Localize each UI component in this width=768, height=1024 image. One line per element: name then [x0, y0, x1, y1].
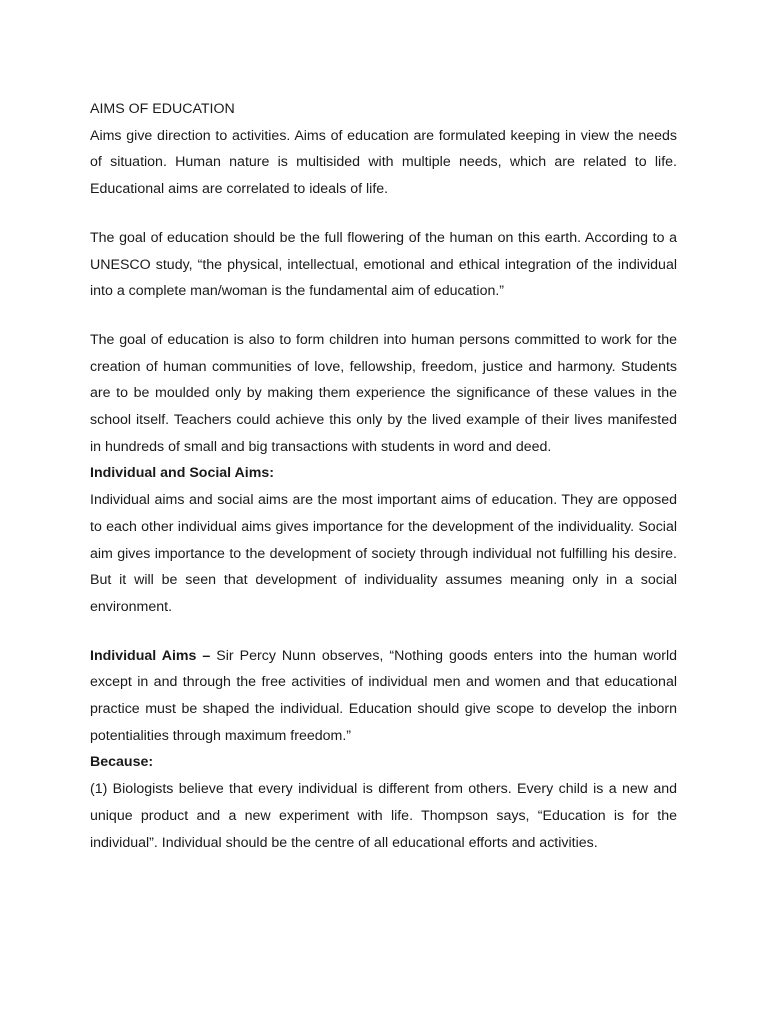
heading-individual-social-aims: Individual and Social Aims:: [90, 465, 274, 482]
individual-aims-text: Sir Percy Nunn observes, “Nothing goods enters into the human world except in and through the free activities of individual men and women and that educational practice must be shaped the individual. Education should give scope to develop the inborn potentialities through maximum freedom.”: [90, 647, 678, 744]
paragraph-goal-flowering: The goal of education should be the full flowering of the human on this earth. According to a UNESCO study, “the physical, intellectual, emotional and ethical integration of the individual into a complete man/woman is the fundamental aim of education.”: [90, 229, 677, 300]
document-page: [90, 96, 677, 856]
heading-because: Because:: [90, 754, 154, 771]
paragraph-aims-direction: Aims give direction to activities. Aims of education are formulated keeping in view the needs of situation. Human nature is multisided with multiple needs, which are related to life. Educational aims are correlated to ideals of life.: [90, 127, 677, 198]
document-title: AIMS OF EDUCATION: [90, 101, 235, 117]
paragraph-individual-aims: [90, 643, 677, 750]
paragraph-because-biologists: (1) Biologists believe that every individual is different from others. Every child is a new and unique product and a new experiment with life. Thompson says, “Education is for the individual”. Individual should be the centre of all educational efforts and activities.: [90, 781, 677, 851]
individual-aims-lead: Individual Aims –: [90, 647, 211, 664]
paragraph-goal-children: The goal of education is also to form children into human persons committed to work for the creation of human communities of love, fellowship, freedom, justice and harmony. Students are to be moulded only by making them experience the significance of these values in the school itself. Teachers could achieve this only by the lived example of their lives manifested in hundreds of small and big transactions with students in word and deed.: [90, 331, 677, 455]
paragraph-individual-social-aims: Individual aims and social aims are the most important aims of education. They are opposed to each other individual aims gives importance for the development of the individuality. Social aim gives importance to the development of society through individual not fulfilling his desire. But it will be seen that development of individuality assumes meaning only in a social environment.: [90, 492, 677, 615]
